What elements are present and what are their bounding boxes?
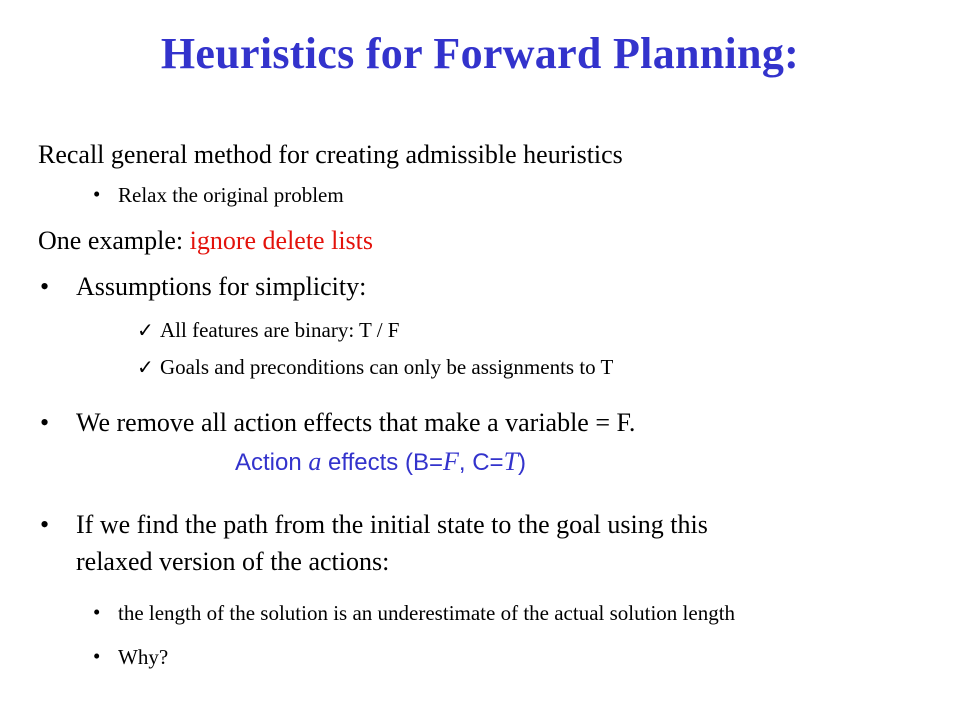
assumptions-line: Assumptions for simplicity: [76,272,367,301]
example-prefix: One example: [38,226,190,255]
bullet-icon: • [93,644,101,668]
assumption-item: All features are binary: T / F [160,318,400,342]
assumption-item: Goals and preconditions can only be assignments to T [160,355,614,379]
action-example-part: F [443,447,459,476]
action-example-part: ) [518,449,527,476]
sub-item: Why? [118,645,169,669]
action-example-part: , C= [458,449,504,476]
action-example-part: Action [235,449,309,476]
bullet-icon: • [40,272,50,301]
relax-line: Relax the original problem [118,183,344,207]
example-line [38,226,373,256]
check-icon: ✓ [137,355,154,379]
bullet-icon: • [93,182,101,206]
path-line-1: If we find the path from the initial state to the goal using this [76,510,708,539]
action-example-part: a [308,447,322,476]
action-example-part: effects (B= [321,449,443,476]
action-example [235,447,526,477]
check-icon: ✓ [137,318,154,342]
bullet-icon: • [93,600,101,624]
recall-line: Recall general method for creating admissible heuristics [38,140,623,169]
action-example-part: T [503,447,519,476]
slide-title: Heuristics for Forward Planning: [160,29,800,78]
remove-line: We remove all action effects that make a variable = F. [76,408,636,437]
example-highlight: ignore delete lists [189,226,374,255]
bullet-icon: • [40,510,50,539]
bullet-icon: • [40,408,50,437]
path-line-2: relaxed version of the actions: [76,547,390,576]
sub-item: the length of the solution is an underestimate of the actual solution length [118,601,736,625]
